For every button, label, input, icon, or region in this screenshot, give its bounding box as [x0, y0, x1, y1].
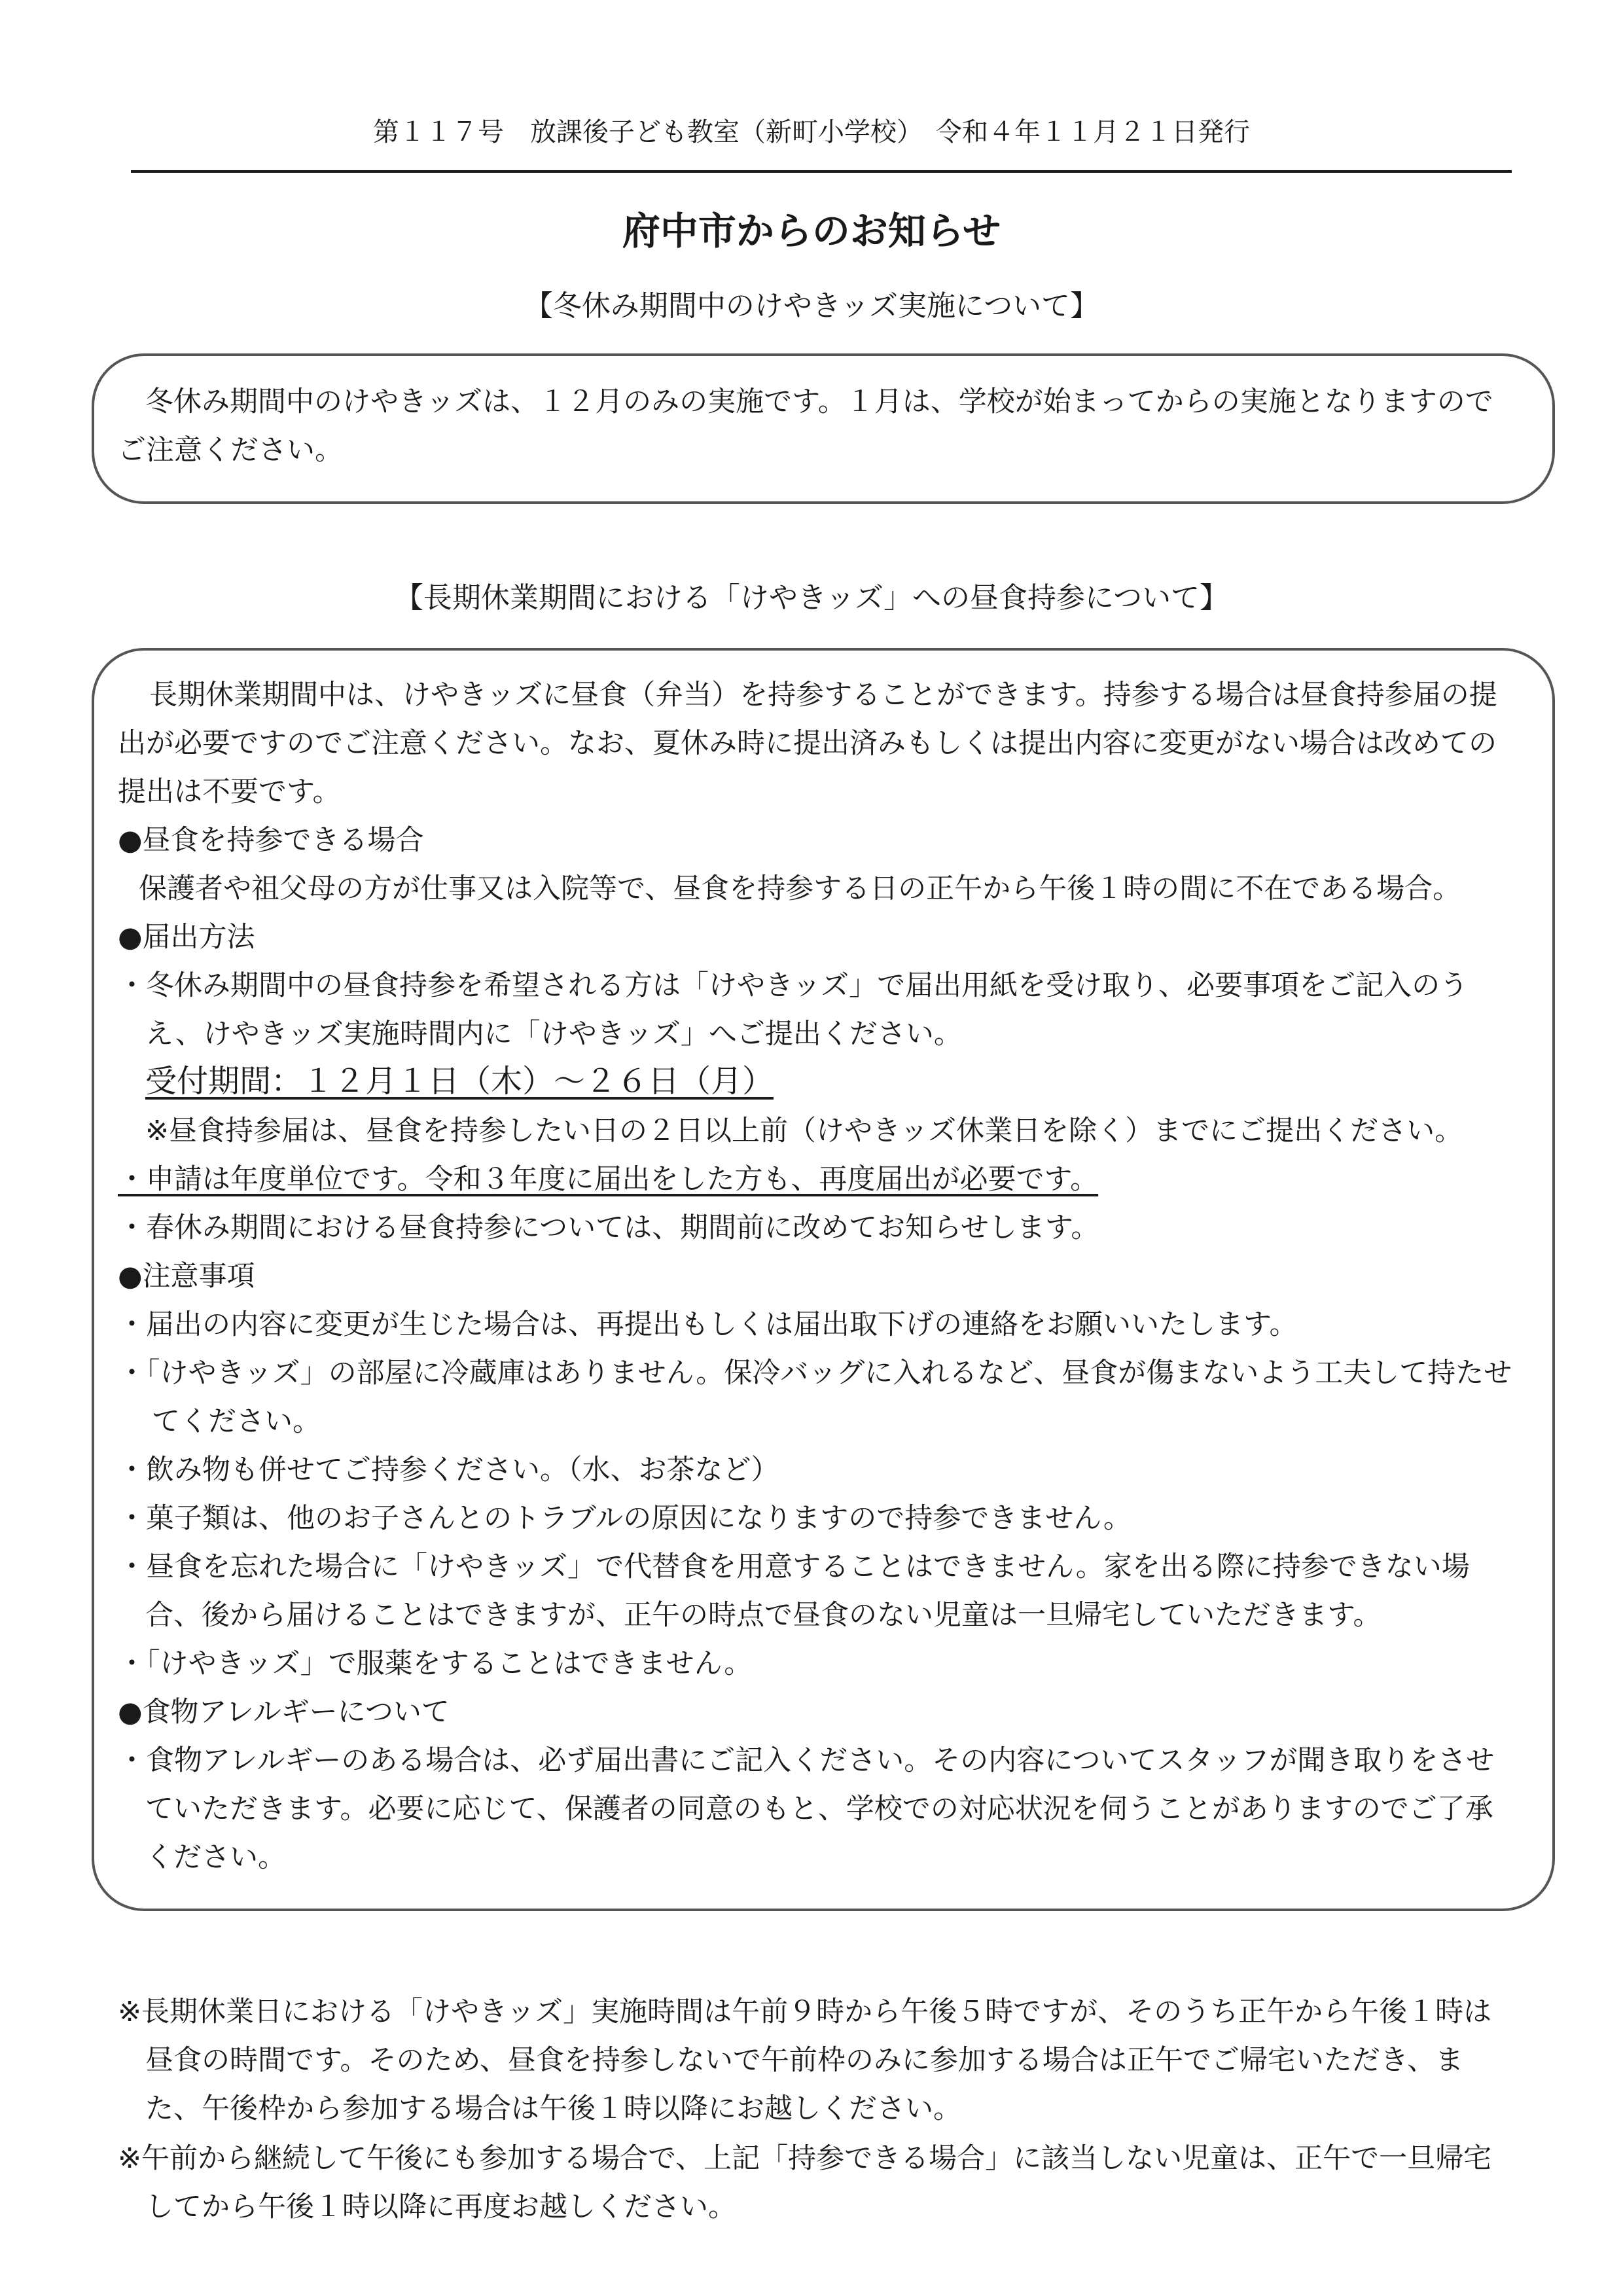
section2-line: ・昼食を忘れた場合に「けやきッズ」で代替食を用意することはできません。家を出る際に持参できない場 [118, 1551, 1470, 1583]
section2-line: ください。 [145, 1841, 286, 1874]
note-line: 昼食の時間です。そのため、昼食を持参しないで午前枠のみに参加する場合は正午でご帰宅いただき、ま [145, 2044, 1464, 2077]
header-divider [131, 170, 1512, 173]
section2-line: ●昼食を持参できる場合 [118, 824, 424, 857]
section2-line: ・申請は年度単位です。令和３年度に届出をした方も、再度届出が必要です。 [118, 1163, 1099, 1196]
section2-line: ●注意事項 [118, 1260, 255, 1293]
note-line: してから午後１時以降に再度お越しください。 [145, 2191, 736, 2223]
section2-line: 提出は不要です。 [118, 776, 341, 808]
section2-line: ・届出の内容に変更が生じた場合は、再提出もしくは届出取下げの連絡をお願いいたします。 [118, 1308, 1298, 1341]
section2-line: ・冬休み期間中の昼食持参を希望される方は「けやきッズ」で届出用紙を受け取り、必要事項をご記入のう [118, 969, 1469, 1002]
section2-line: 合、後から届けることはできますが、正午の時点で昼食のない児童は一旦帰宅していただきます。 [145, 1599, 1382, 1632]
section2-line: 保護者や祖父母の方が仕事又は入院等で、昼食を持参する日の正午から午後１時の間に不在である場合。 [139, 872, 1461, 905]
issue-header: 第１１７号 放課後子ども教室（新町小学校） 令和４年１１月２１日発行 [373, 117, 1250, 147]
section2-line: てください。 [152, 1405, 321, 1438]
reception-period: 受付期間：１２月１日（木）～２６日（月） [145, 1063, 774, 1100]
section2-line: ・「けやきッズ」で服薬をすることはできません。 [118, 1647, 753, 1680]
note-line: ※午前から継続して午後にも参加する場合で、上記「持参できる場合」に該当しない児童は、正午で一旦帰宅 [118, 2142, 1492, 2175]
section2-heading: 【長期休業期間における「けやきッズ」への昼食持参について】 [394, 581, 1229, 615]
section2-line: ・菓子類は、他のお子さんとのトラブルの原因になりますので持参できません。 [118, 1502, 1132, 1535]
section2-line: ●届出方法 [118, 921, 255, 954]
section1-line: ご注意ください。 [118, 434, 343, 467]
section2-line: 長期休業期間中は、けやきッズに昼食（弁当）を持参することができます。持参する場合は昼食持参届の提 [149, 679, 1497, 711]
section1-box [92, 353, 1555, 504]
note-line: ※長期休業日における「けやきッズ」実施時間は午前９時から午後５時ですが、そのうち正午から午後１時は [118, 1996, 1492, 2028]
section1-heading: 【冬休み期間中のけやきッズ実施について】 [524, 289, 1099, 323]
section2-line: ●食物アレルギーについて [118, 1696, 450, 1729]
section2-line: ていただきます。必要に応じて、保護者の同意のもと、学校での対応状況を伺うことがありますのでご了承 [145, 1793, 1493, 1825]
page-title: 府中市からのお知らせ [622, 209, 1001, 253]
note-line: た、午後枠から参加する場合は午後１時以降にお越しください。 [145, 2092, 961, 2125]
section2-line: ・飲み物も併せてご持参ください。（水、お茶など） [118, 1454, 779, 1486]
section2-line: ・春休み期間における昼食持参については、期間前に改めてお知らせします。 [118, 1211, 1099, 1244]
section2-line: え、けやきッズ実施時間内に「けやきッズ」へご提出ください。 [145, 1018, 962, 1050]
section2-line: ・「けやきッズ」の部屋に冷蔵庫はありません。保冷バッグに入れるなど、昼食が傷まないよう工夫して持たせ [118, 1357, 1512, 1390]
section2-line: ・食物アレルギーのある場合は、必ず届出書にご記入ください。その内容についてスタッフが聞き取りをさせ [118, 1744, 1495, 1777]
section1-line: 冬休み期間中のけやきッズは、１２月のみの実施です。１月は、学校が始まってからの実施となりますので [145, 386, 1493, 418]
section2-line: 出が必要ですのでご注意ください。なお、夏休み時に提出済みもしくは提出内容に変更がない場合は改めての [118, 727, 1497, 760]
section2-line: ※昼食持参届は、昼食を持参したい日の２日以上前（けやきッズ休業日を除く）までにご提出ください。 [145, 1115, 1463, 1147]
